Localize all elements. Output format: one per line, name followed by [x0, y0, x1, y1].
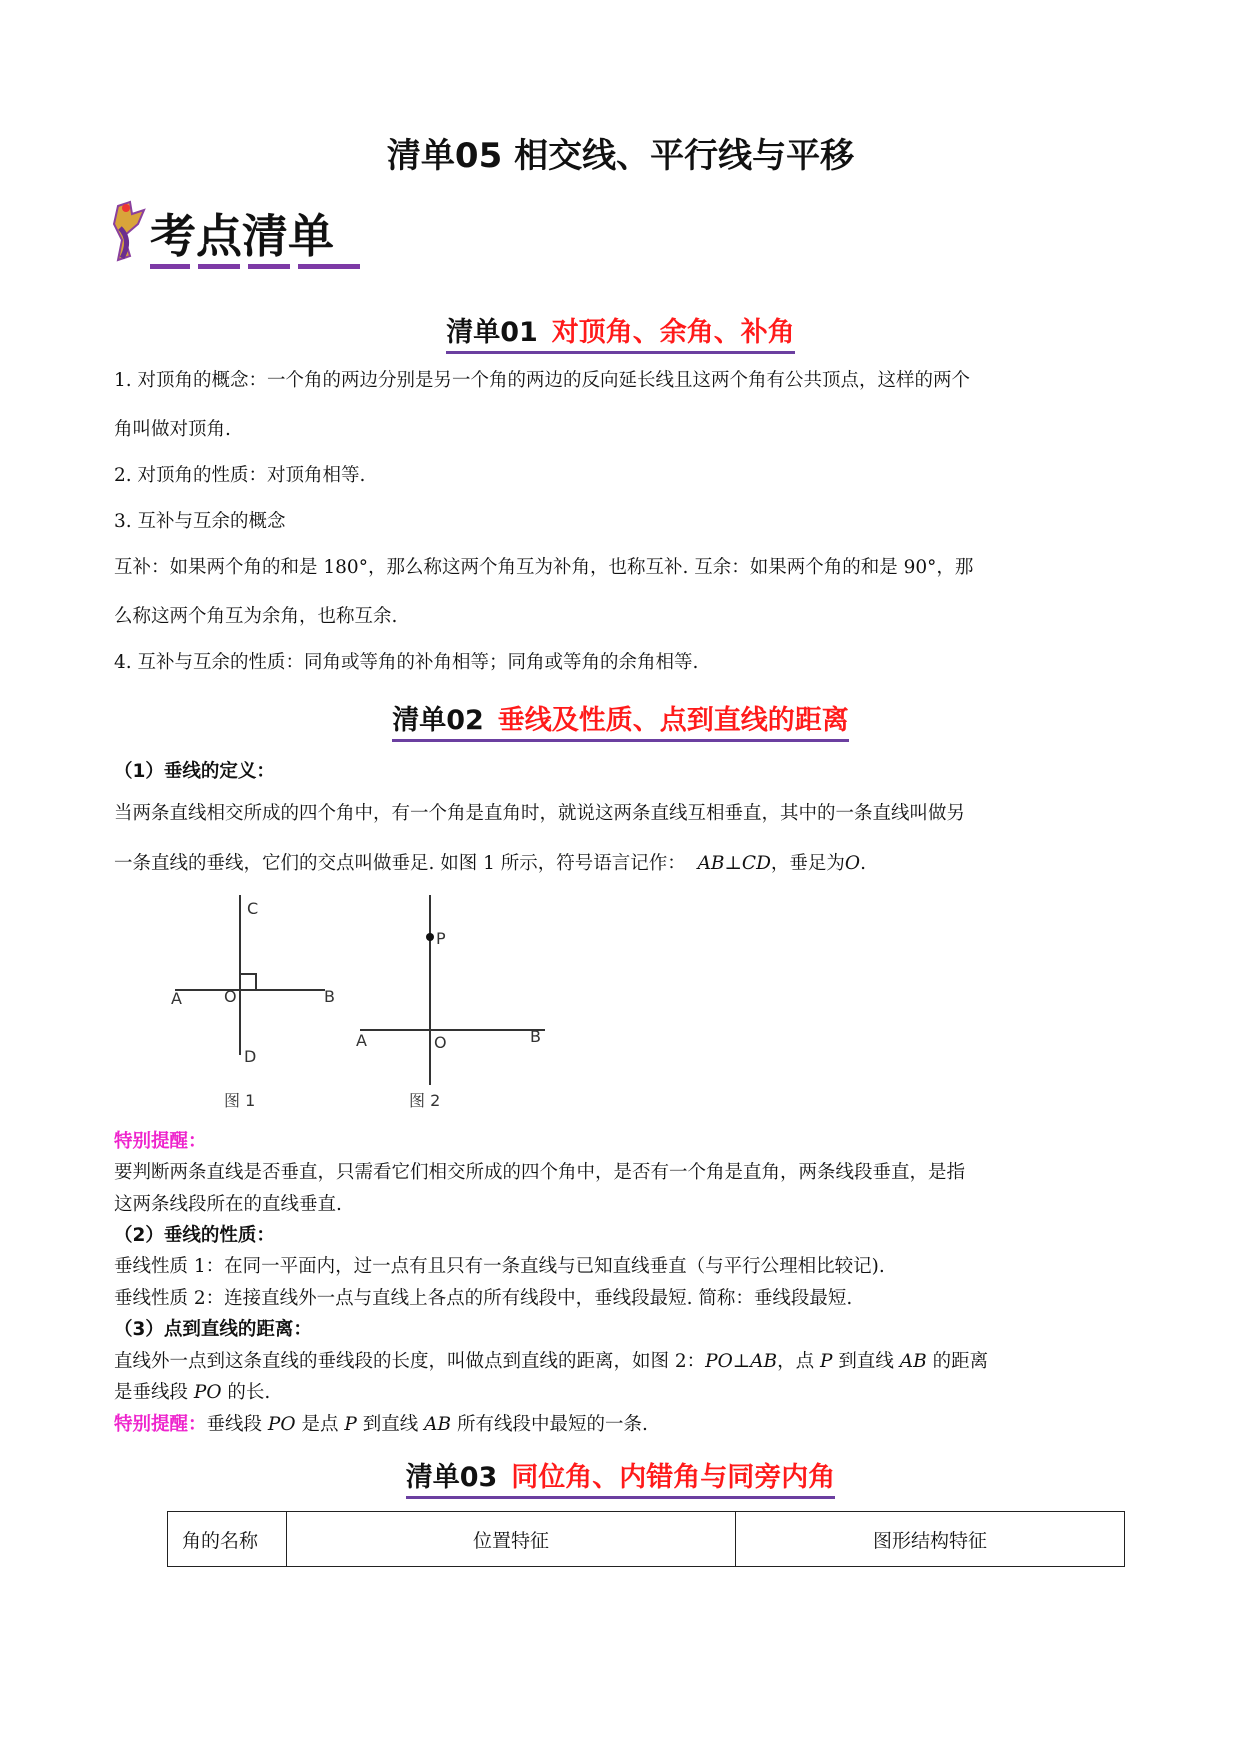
section-01-heading: [0, 316, 1241, 354]
para-line: 当两条直线相交所成的四个角中，有一个角是直角时，就说这两条直线互相垂直，其中的一条直线叫做另: [114, 803, 966, 824]
text: 是点: [301, 1414, 339, 1435]
label-c: C: [247, 899, 259, 918]
math: PO: [267, 1414, 296, 1435]
para-line: 这两条线段所在的直线垂直.: [114, 1194, 342, 1215]
para-line: 角叫做对顶角.: [114, 419, 231, 440]
para-line: [114, 1412, 1134, 1438]
text: 一条直线的垂线，它们的交点叫做垂足. 如图 1 所示，符号语言记作：: [114, 853, 686, 874]
math: AB: [424, 1414, 452, 1435]
text: 的距离: [932, 1351, 989, 1372]
text: 的长.: [227, 1382, 271, 1403]
section-name: 同位角、内错角与同旁内角: [511, 1462, 836, 1493]
section-number: 清单01: [446, 317, 538, 348]
reminder-label: 特别提醒：: [114, 1414, 207, 1435]
angle-table: [167, 1511, 1125, 1567]
math: P: [820, 1351, 833, 1372]
math: O: [844, 853, 861, 874]
section-03-heading: [0, 1461, 1241, 1499]
para-line: 互补：如果两个角的和是 180°，那么称这两个角互为补角，也称互补. 互余：如果两个角的和是 90°，那: [114, 557, 974, 578]
svg-text:考点清单: 考点清单: [150, 209, 334, 263]
section-name: 对顶角、余角、补角: [551, 317, 795, 348]
para-line: 4. 互补与互余的性质：同角或等角的补角相等；同角或等角的余角相等.: [114, 652, 699, 673]
para-line: 2. 对顶角的性质：对顶角相等.: [114, 465, 366, 486]
label-o: O: [224, 987, 237, 1006]
para-line: 垂线性质 1：在同一平面内，过一点有且只有一条直线与已知直线垂直（与平行公理相比较记).: [114, 1256, 885, 1277]
distance-heading: （3）点到直线的距离：: [114, 1319, 312, 1340]
para-line: [114, 851, 1134, 877]
section-02-heading: [0, 704, 1241, 742]
para-line: 么称这两个角互为余角，也称互余.: [114, 606, 398, 627]
text: 直线外一点到这条直线的垂线段的长度，叫做点到直线的距离，如图 2：: [114, 1351, 706, 1372]
math: PO⊥AB: [705, 1351, 778, 1372]
label-o: O: [434, 1033, 447, 1052]
section-name: 垂线及性质、点到直线的距离: [497, 705, 849, 736]
right-angle-mark: [240, 974, 256, 990]
figure-2-diagram: [355, 895, 555, 1095]
para-line: 1. 对顶角的概念：一个角的两边分别是另一个角的两边的反向延长线且这两个角有公共顶点，这样的两个: [114, 370, 971, 391]
math: AB: [899, 1351, 927, 1372]
label-b: B: [324, 987, 335, 1006]
figure-1-caption: 图 1: [224, 1091, 256, 1110]
para-line: 3. 互补与互余的概念: [114, 511, 286, 532]
property-heading: （2）垂线的性质：: [114, 1225, 275, 1246]
label-b: B: [530, 1027, 541, 1046]
section-number: 清单03: [405, 1462, 498, 1493]
label-p: P: [436, 929, 446, 948]
para-line: 要判断两条直线是否垂直，只需看它们相交所成的四个角中，是否有一个角是直角，两条线段垂直，是指: [114, 1162, 966, 1183]
label-d: D: [244, 1047, 257, 1066]
para-line: [114, 1380, 1134, 1406]
text: 到直线: [362, 1414, 419, 1435]
section-number: 清单02: [392, 705, 484, 736]
text: 到直线: [838, 1351, 894, 1372]
definition-heading: （1）垂线的定义：: [114, 761, 275, 782]
table-header-cell: 位置特征: [287, 1512, 736, 1567]
table-header-cell: 角的名称: [168, 1512, 287, 1567]
para-line: 垂线性质 2：连接直线外一点与直线上各点的所有线段中，垂线段最短. 简称：垂线段最短.: [114, 1288, 853, 1309]
page-title: 清单05 相交线、平行线与平移: [386, 136, 855, 176]
text: ，点: [777, 1351, 815, 1372]
para-line: [114, 1349, 1134, 1375]
table-header-row: [168, 1512, 1125, 1567]
figure-2-caption: 图 2: [409, 1091, 441, 1110]
text: ，垂足为: [770, 853, 845, 874]
text: 是垂线段: [114, 1382, 189, 1403]
reminder-label: 特别提醒：: [114, 1131, 207, 1152]
math: PO: [193, 1382, 222, 1403]
math: P: [344, 1414, 357, 1435]
label-a: A: [356, 1031, 367, 1050]
kaodian-badge-logo: [110, 200, 370, 278]
text: 所有线段中最短的一条.: [456, 1414, 648, 1435]
label-a: A: [171, 989, 182, 1008]
table-header-cell: 图形结构特征: [736, 1512, 1125, 1567]
text: .: [860, 853, 866, 874]
text: 垂线段: [206, 1414, 263, 1435]
point-p: [426, 933, 434, 941]
math: AB⊥CD: [697, 853, 771, 874]
